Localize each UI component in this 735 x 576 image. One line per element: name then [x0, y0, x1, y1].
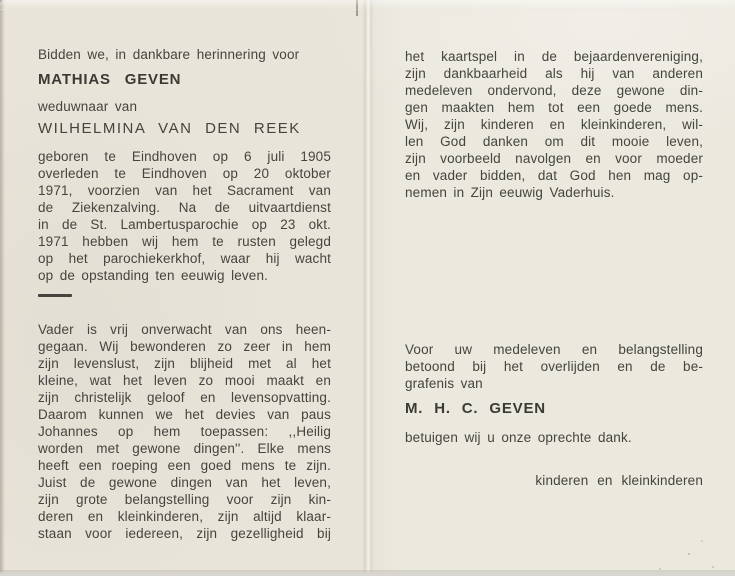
text-line: op het parochiekerkhof, waar hij wacht: [38, 251, 331, 266]
text-line: in de St. Lambertusparochie op 23 okt.: [38, 217, 331, 232]
text-line: overleden te Eindhoven op 20 oktober: [38, 166, 331, 181]
text-line: Vader is vrij onverwacht van ons heen-: [38, 322, 331, 337]
relation-line: weduwnaar van: [38, 99, 138, 114]
text-line: 1971 hebben wij hem te rusten gelegd: [38, 234, 331, 249]
scan-edge-left: [0, 0, 5, 576]
right-page: [405, 0, 703, 576]
text-line: 1971, voorzien van het Sacrament van: [38, 183, 331, 198]
left-page: [38, 0, 331, 576]
scan-edge-bottom: [0, 570, 735, 576]
text-line: staan voor iedereen, zijn gezelligheid bij: [38, 526, 331, 541]
fold-crease: [362, 0, 374, 576]
text-line: Juist de gewone dingen van het leven,: [38, 475, 331, 490]
spouse-name: WILHELMINA VAN DEN REEK: [38, 120, 301, 137]
text-line: deren en kleinkinderen, zijn altijd klaar-: [38, 509, 331, 524]
intro-line: Bidden we, in dankbare herinnering voor: [38, 47, 300, 62]
tribute-paragraph: [38, 321, 331, 542]
paper-speck: [0, 0, 2, 2]
text-line: de Ziekenzalving. Na de uitvaartdienst: [38, 200, 331, 215]
text-line: zijn voorbeeld navolgen en voor moeder: [405, 151, 703, 166]
text-line: Wij, zijn kinderen en kleinkinderen, wil-: [405, 117, 703, 132]
text-line: zijn grote belangstelling voor zijn kin-: [38, 492, 331, 507]
text-line: en vader bidden, dat God hen mag op-: [405, 168, 703, 183]
text-line: betoond bij het overlijden en de be-: [405, 359, 703, 374]
text-line: geboren te Eindhoven op 6 juli 1905: [38, 149, 331, 164]
text-line: len God danken om dit mooie leven,: [405, 134, 703, 149]
text-line: grafenis van: [405, 376, 483, 391]
text-line: Daarom kunnen we het devies van paus: [38, 407, 331, 422]
text-line: zijn levenslust, zijn blijheid met al het: [38, 356, 331, 371]
text-line: kleine, wat het leven zo mooi maakt en: [38, 373, 331, 388]
signature-line: kinderen en kleinkinderen: [535, 473, 703, 488]
text-line: medeleven ondervond, deze gewone din-: [405, 83, 703, 98]
biography-paragraph: [38, 148, 331, 284]
text-line: worden met gewone dingen''. Elke mens: [38, 441, 331, 456]
section-divider: [38, 294, 72, 297]
tribute-continuation-paragraph: [405, 48, 703, 201]
text-line: zijn christelijk geloof en levensopvatting.: [38, 390, 331, 405]
text-line: Voor uw medeleven en belangstelling: [405, 342, 703, 357]
text-line: zijn dankbaarheid als hij van anderen: [405, 66, 703, 81]
text-line: gegaan. Wij bewonderen zo zeer in hem: [38, 339, 331, 354]
text-line: gen maakten hem tot een goede mens.: [405, 100, 703, 115]
text-line: heeft een roeping een goed mens te zijn.: [38, 458, 331, 473]
acknowledgement-closing: betuigen wij u onze oprechte dank.: [405, 430, 632, 445]
text-line: Johannes op hem toepassen: ,,Heilig: [38, 424, 331, 439]
text-line: het kaartspel in de bejaardenvereniging,: [405, 49, 703, 64]
text-line: nemen in Zijn eeuwig Vaderhuis.: [405, 185, 615, 200]
scan-edge-top: [0, 0, 735, 10]
text-line: op de opstanding ten eeuwig leven.: [38, 268, 269, 283]
deceased-name: MATHIAS GEVEN: [38, 71, 182, 88]
acknowledgement-name: M. H. C. GEVEN: [405, 400, 546, 417]
acknowledgement-paragraph: [405, 341, 703, 392]
